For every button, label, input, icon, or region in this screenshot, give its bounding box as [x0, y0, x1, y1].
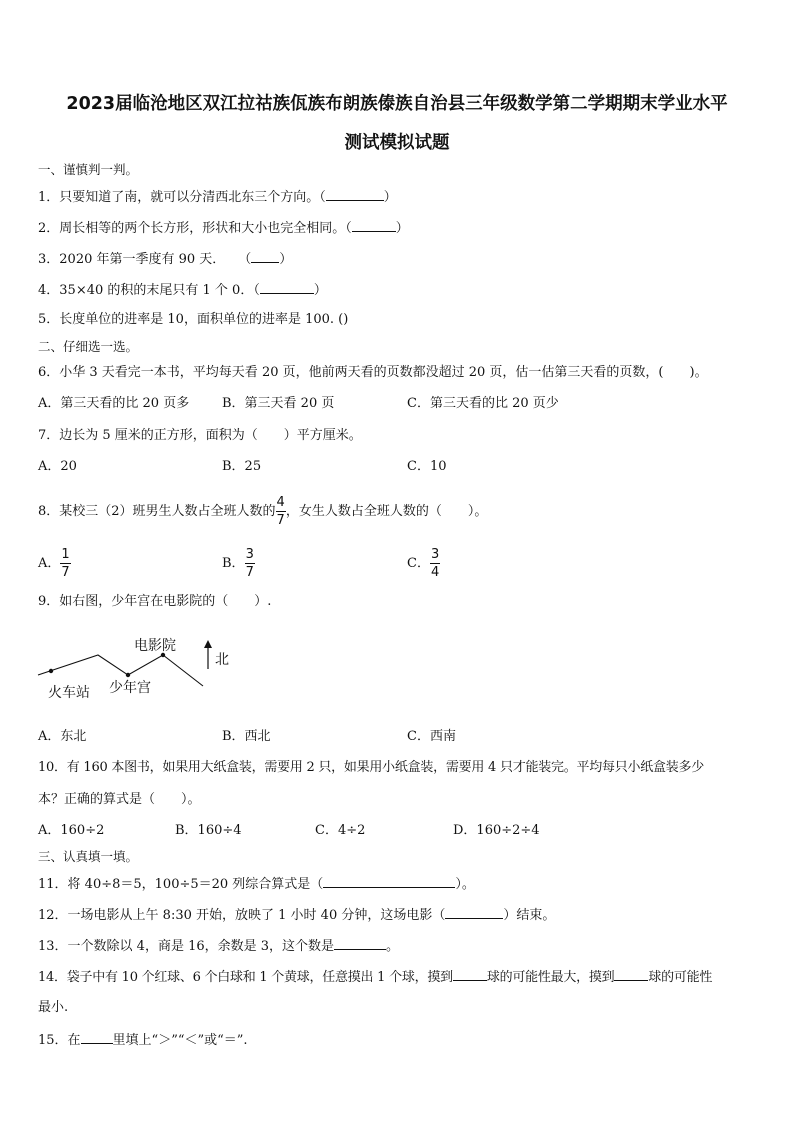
question-15-text-end: 里填上“＞”“＜”或“＝”.: [112, 1033, 248, 1048]
direction-diagram: [30, 628, 250, 706]
question-8-text-end: ，女生人数占全班人数的（ ）。: [285, 504, 488, 519]
question-1-text: 1．只要知道了南，就可以分清西北东三个方向。（: [38, 190, 326, 205]
question-13: [38, 937, 399, 955]
q7-option-c[interactable]: C．10: [407, 459, 447, 474]
answer-blank[interactable]: [81, 1031, 113, 1044]
question-14-text-end: 球的可能性: [648, 970, 713, 985]
q9-option-a[interactable]: A．东北: [38, 729, 87, 744]
answer-blank[interactable]: [326, 188, 384, 201]
question-14-text-mid: 球的可能性最大，摸到: [486, 970, 615, 985]
question-12: [38, 906, 555, 924]
question-12-close: ）结束。: [503, 908, 556, 923]
fraction: [60, 547, 70, 580]
answer-blank[interactable]: [334, 937, 386, 950]
page-title-line2: 测试模拟试题: [344, 133, 450, 153]
option-label: C．: [407, 556, 430, 571]
question-13-text: 13．一个数除以 4，商是 16，余数是 3，这个数是: [38, 939, 335, 954]
question-5: 5．长度单位的进率是 10，面积单位的进率是 100. (): [38, 312, 349, 327]
question-3-close: ）: [279, 252, 293, 267]
question-13-close: 。: [386, 939, 400, 954]
question-15-text: 15．在: [38, 1033, 81, 1048]
question-1-close: ）: [383, 190, 397, 205]
q10-option-c[interactable]: C．4÷2: [315, 823, 366, 838]
fraction: [430, 547, 440, 580]
station-point: [49, 669, 53, 673]
station-label: 火车站: [48, 685, 90, 701]
north-label: 北: [215, 652, 229, 668]
q7-option-a[interactable]: A．20: [38, 459, 77, 474]
q7-option-b[interactable]: B．25: [222, 459, 262, 474]
question-2-text: 2．周长相等的两个长方形，形状和大小也完全相同。（: [38, 221, 352, 236]
answer-blank[interactable]: [352, 219, 396, 232]
q6-option-a[interactable]: A．第三天看的比 20 页多: [38, 396, 190, 411]
section-heading-2: 二、仔细选一选。: [38, 339, 139, 354]
answer-blank[interactable]: [260, 281, 314, 294]
question-4: [38, 281, 327, 299]
question-6: 6．小华 3 天看完一本书，平均每天看 20 页，他前两天看的页数都没超过 20 页，估一估第三天看的页数，( )。: [38, 365, 708, 380]
q8-option-b[interactable]: [222, 546, 255, 582]
q9-option-b[interactable]: B．西北: [222, 729, 271, 744]
q10-option-a[interactable]: A．160÷2: [38, 823, 105, 838]
q10-option-d[interactable]: D．160÷2÷4: [453, 823, 540, 838]
fraction-denominator: 4: [430, 565, 440, 580]
question-14-text: 14．袋子中有 10 个红球、6 个白球和 1 个黄球，任意摸出 1 个球，摸到: [38, 970, 453, 985]
question-7: 7．边长为 5 厘米的正方形，面积为（ ）平方厘米。: [38, 428, 362, 443]
option-label: B．: [222, 556, 245, 571]
page-title-line1: 2023届临沧地区双江拉祜族佤族布朗族傣族自治县三年级数学第二学期期末学业水平: [66, 94, 728, 114]
section-heading-3: 三、认真填一填。: [38, 849, 139, 864]
fraction-numerator: 3: [245, 547, 254, 562]
question-3: [38, 250, 292, 268]
q10-option-b[interactable]: B．160÷4: [175, 823, 242, 838]
question-9: 9．如右图，少年宫在电影院的（ ）.: [38, 594, 272, 609]
question-10-line1: 10．有 160 本图书，如果用大纸盒装，需要用 2 只，如果用小纸盒装，需要用 4 只才能装完。平均每只小纸盒装多少: [38, 760, 704, 775]
fraction: [245, 547, 255, 580]
option-label: A．: [38, 556, 61, 571]
question-8-text: 8．某校三（2）班男生人数占全班人数的: [38, 504, 276, 519]
question-4-text: 4．35×40 的积的末尾只有 1 个 0．（: [38, 283, 260, 298]
palace-point: [126, 673, 130, 677]
q8-option-c[interactable]: [407, 546, 440, 582]
question-12-text: 12．一场电影从上午 8:30 开始，放映了 1 小时 40 分钟，这场电影（: [38, 908, 446, 923]
question-14-line1: [38, 968, 712, 986]
fraction-denominator: 7: [245, 565, 254, 580]
section-heading-1: 一、谨慎判一判。: [38, 162, 139, 177]
fraction-denominator: 7: [61, 565, 70, 580]
question-10-line2: 本？正确的算式是（ ）。: [38, 792, 201, 807]
palace-label: 少年宫: [109, 680, 151, 696]
question-3-text: 3．2020 年第一季度有 90 天． （: [38, 252, 252, 267]
fraction-numerator: 3: [430, 547, 440, 562]
fraction-denominator: 7: [276, 513, 285, 528]
answer-blank[interactable]: [323, 875, 455, 888]
question-14-line2: 最小.: [38, 1000, 69, 1015]
question-4-close: ）: [313, 283, 327, 298]
answer-blank[interactable]: [614, 968, 648, 981]
q6-option-c[interactable]: C．第三天看的比 20 页少: [407, 396, 559, 411]
question-11: [38, 875, 475, 893]
answer-blank[interactable]: [251, 250, 279, 263]
question-1: [38, 188, 397, 206]
fraction-numerator: 1: [61, 547, 70, 562]
answer-blank[interactable]: [453, 968, 487, 981]
q6-option-b[interactable]: B．第三天看 20 页: [222, 396, 335, 411]
fraction: [276, 495, 286, 528]
answer-blank[interactable]: [445, 906, 503, 919]
question-2: [38, 219, 409, 237]
fraction-numerator: 4: [276, 495, 285, 510]
q8-option-a[interactable]: [38, 546, 71, 582]
question-15: [38, 1031, 248, 1049]
question-11-text: 11．将 40÷8＝5，100÷5＝20 列综合算式是（: [38, 877, 324, 892]
question-11-close: ）。: [455, 877, 475, 892]
q9-option-c[interactable]: C．西南: [407, 729, 456, 744]
north-arrow-head-icon: [204, 640, 212, 648]
question-2-close: ）: [395, 221, 409, 236]
cinema-label: 电影院: [134, 638, 176, 654]
question-8: [38, 494, 487, 530]
